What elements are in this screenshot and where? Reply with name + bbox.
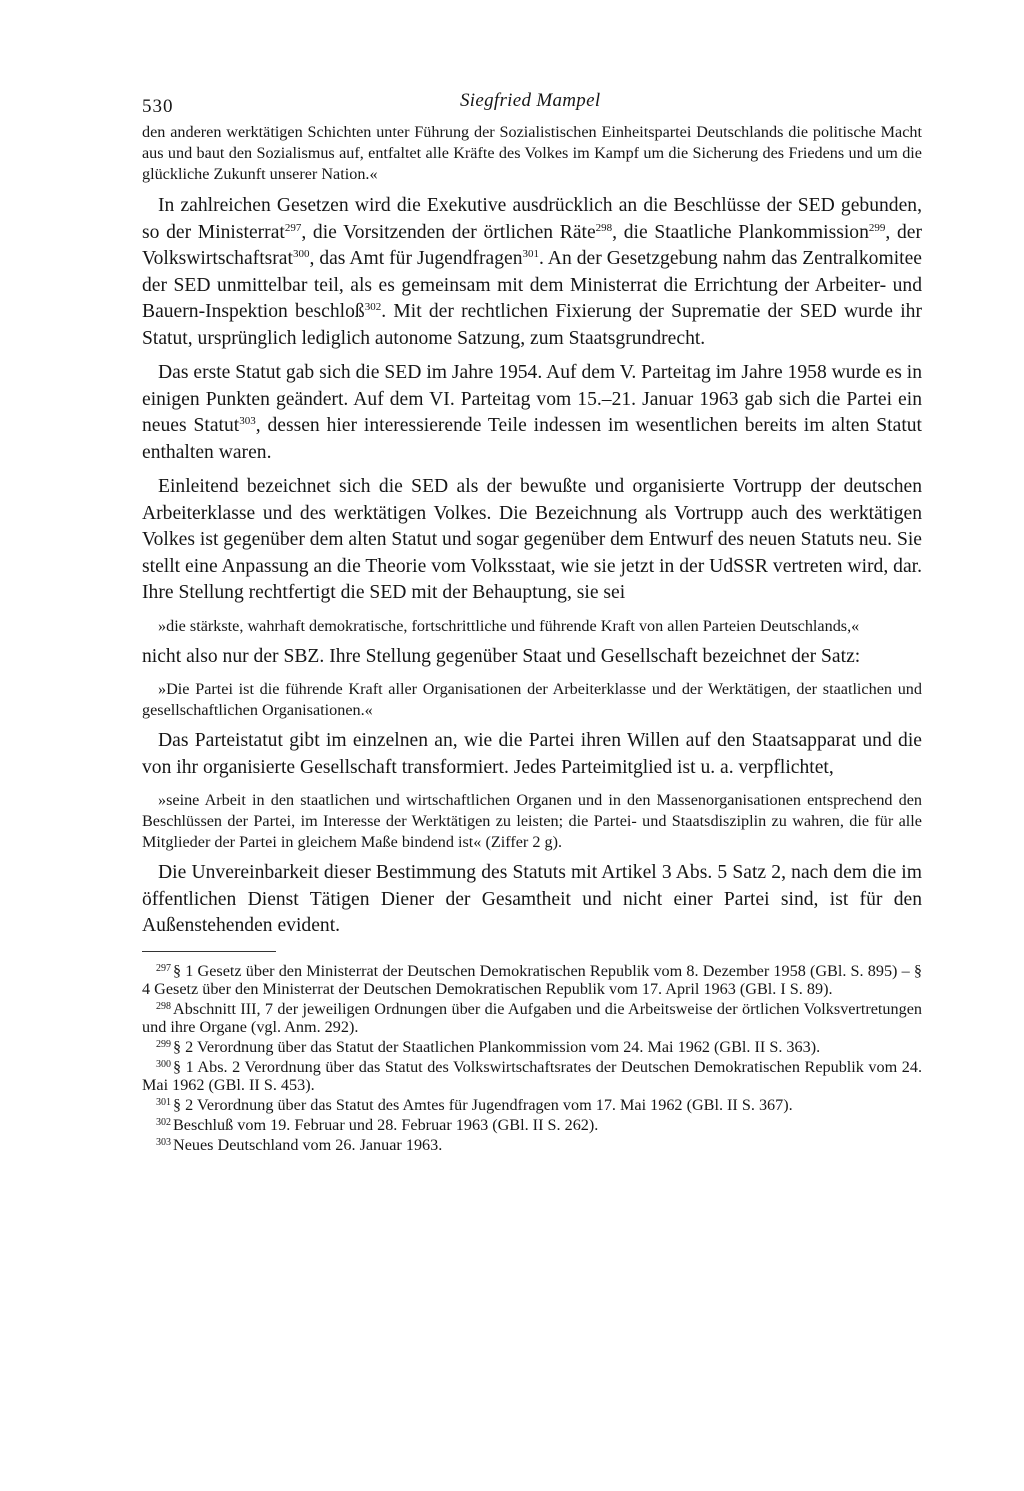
paragraph-first-statute (142, 360, 922, 466)
footnote-ref-301: 301 (522, 248, 540, 260)
text-run: . An der Gesetzgebung nahm das Zentralkomitee der SED unmittelbar teil, als es gemeinsam mit dem Ministerrat die Errichtung der Arbeiter- und Bauern-Inspektion beschloß (142, 248, 922, 322)
footnote-divider (142, 951, 276, 952)
footnote-299 (142, 1036, 922, 1056)
quote-strongest-force: »die stärkste, wahrhaft demokratische, fortschrittliche und führende Kraft von allen Parteien Deutschlands,« (158, 616, 860, 635)
footnote-number: 302 (156, 1116, 171, 1128)
footnote-number: 299 (156, 1038, 171, 1050)
footnote-ref-302: 302 (364, 301, 382, 313)
footnote-297 (142, 960, 922, 998)
footnote-302 (142, 1114, 922, 1134)
footnote-301 (142, 1094, 922, 1114)
footnote-text: Beschluß vom 19. Februar und 28. Februar 1963 (GBl. II S. 262). (173, 1115, 599, 1134)
footnote-number: 301 (156, 1096, 171, 1108)
text-run: , das Amt für Jugendfragen (309, 248, 523, 269)
page-header (142, 88, 922, 122)
text-run: Das erste Statut gab sich die SED im Jahre 1954. Auf dem V. Parteitag im Jahre 1958 wurde es in einigen Punkten geändert. Auf dem VI. Parteitag vom 15.–21. Januar 1963 gab sich die Partei ein neues Statut (142, 362, 922, 436)
text-run: , die Staatliche Plankommission (612, 221, 869, 243)
footnote-number: 300 (156, 1058, 171, 1070)
footnote-number: 297 (156, 962, 171, 974)
quote-leading-force: »Die Partei ist die führende Kraft aller Organisationen der Arbeiterklasse und der Werktätigen, der staatlichen und gesellschaftlichen Organisationen.« (142, 680, 922, 719)
text-run: , dessen hier interessierende Teile indessen im wesentlichen bereits im alten Statut enthalten waren. (142, 415, 923, 463)
footnote-298 (142, 998, 922, 1036)
quote-continuation: den anderen werktätigen Schichten unter Führung der Sozialistischen Einheitspartei Deutschlands die politische Macht aus und baut den Sozialismus auf, entfaltet alle Kräfte des Volkes im Kampf um die Sicherung des Friedens und um die glückliche Zukunft unserer Nation.« (142, 123, 922, 183)
paragraph-not-only-sbz: nicht also nur der SBZ. Ihre Stellung gegenüber Staat und Gesellschaft bezeichnet der Satz: (142, 645, 861, 667)
book-page (142, 88, 922, 1154)
text-run: , die Vorsitzenden der örtlichen Räte (301, 221, 596, 243)
footnotes (142, 960, 922, 1154)
text-run: In zahlreichen Gesetzen wird die Exekutive ausdrücklich an die Beschlüsse der SED gebunden, so der Ministerrat (142, 195, 922, 243)
footnote-text: § 1 Abs. 2 Verordnung über das Statut des Volkswirtschaftsrates der Deutschen Demokratischen Republik vom 24. Mai 1962 (GBl. II S. 453). (142, 1057, 922, 1094)
paragraph-incompatibility: Die Unvereinbarkeit dieser Bestimmung des Statuts mit Artikel 3 Abs. 5 Satz 2, nach dem die im öffentlichen Dienst Tätigen Diener der Gesamtheit und nicht einer Partei sind, ist für den Außenstehenden evident. (142, 862, 922, 936)
running-head-author: Siegfried Mampel (460, 90, 601, 111)
footnote-number: 303 (156, 1136, 171, 1148)
paragraph-party-statute: Das Parteistatut gibt im einzelnen an, wie die Partei ihren Willen auf den Staatsapparat und die von ihr organisierte Gesellschaft transformiert. Jedes Parteimitglied ist u. a. verpflichtet, (142, 730, 922, 778)
footnote-ref-303: 303 (239, 415, 256, 427)
text-run: . Mit der rechtlichen Fixierung der Suprematie der SED wurde ihr Statut, ursprünglich lediglich autonome Satzung, zum Staatsgrundrecht. (142, 301, 922, 349)
footnote-ref-300: 300 (292, 248, 310, 260)
footnote-300 (142, 1056, 922, 1094)
page-number: 530 (142, 96, 174, 117)
footnote-text: § 2 Verordnung über das Statut des Amtes für Jugendfragen vom 17. Mai 1962 (GBl. II S. 367). (173, 1095, 793, 1114)
footnote-303 (142, 1134, 922, 1154)
paragraph-vanguard: Einleitend bezeichnet sich die SED als der bewußte und organisierte Vortrupp der deutschen Arbeiterklasse und des werktätigen Volkes. Die Bezeichnung als Vortrupp auch des werktätigen Volkes ist gegenüber dem alten Statut und sogar gegenüber dem Entwurf des neuen Statuts neu. Sie stellt eine Anpassung an die Theorie vom Volksstaat, wie sie jetzt in der UdSSR vertreten wird, dar. Ihre Stellung rechtfertigt die SED mit der Behauptung, sie sei (142, 476, 922, 603)
footnote-ref-299: 299 (868, 221, 886, 234)
footnote-number: 298 (156, 1000, 171, 1012)
paragraph-executive-bound (142, 193, 922, 352)
footnote-ref-297: 297 (284, 221, 302, 234)
quote-member-duties: »seine Arbeit in den staatlichen und wirtschaftlichen Organen und in den Massenorganisationen entsprechend den Beschlüssen der Partei, im Interesse der Werktätigen zu leisten; die Partei- und Staatsdisziplin zu wahren, die für alle Mitglieder der Partei in gleichem Maße bindend ist« (Ziffer 2 g). (142, 791, 922, 851)
footnote-ref-298: 298 (595, 221, 613, 234)
footnote-text: Abschnitt III, 7 der jeweiligen Ordnungen über die Aufgaben und die Arbeitsweise der örtlichen Volksvertretungen und ihre Organe (vgl. Anm. 292). (142, 999, 922, 1036)
footnote-text: Neues Deutschland vom 26. Januar 1963. (173, 1135, 443, 1154)
footnote-text: § 2 Verordnung über das Statut der Staatlichen Plankommission vom 24. Mai 1962 (GBl. II S. 363). (173, 1037, 821, 1056)
text-run: , der Volkswirtschaftsrat (142, 221, 922, 269)
footnote-text: § 1 Gesetz über den Ministerrat der Deutschen Demokratischen Republik vom 8. Dezember 1958 (GBl. S. 895) – § 4 Gesetz über den Ministerrat der Deutschen Demokratischen Republik vom 17. April 1963 (GBl. I S. 89). (142, 961, 922, 998)
